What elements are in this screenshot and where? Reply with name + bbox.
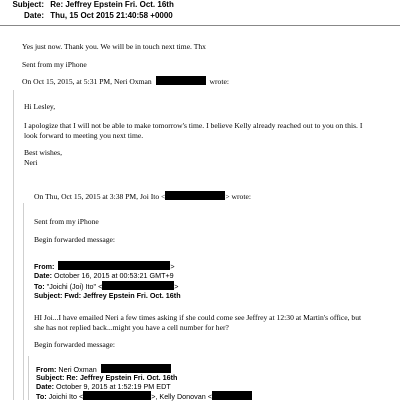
neri-name: Neri <box>24 158 38 167</box>
joi-signature: Sent from my iPhone <box>34 217 99 226</box>
fwd2-to-label: To: <box>36 392 47 401</box>
fwd2-from-label: From: <box>36 365 57 374</box>
redaction-bar <box>156 76 206 85</box>
neri-body-line1: I apologize that I will not be able to make tomorrow's time. I believe Kelly already reached out to you on this. I <box>24 121 363 130</box>
fwd2-date-value: October 9, 2015 at 1:52:19 PM EDT <box>55 382 171 391</box>
top-date-label: Date: <box>23 11 44 20</box>
quote-bar-level2 <box>23 203 24 400</box>
fwd1-to-suffix: > <box>174 282 179 291</box>
top-date-value: Thu, 15 Oct 2015 21:40:58 +0000 <box>50 11 173 20</box>
fwd2-to-middle: >, Kelly Donovan < <box>151 392 212 401</box>
fwd1-begin-forwarded: Begin forwarded message: <box>34 340 115 349</box>
top-subject-label: Subject: <box>12 0 44 9</box>
redaction-bar <box>58 261 170 270</box>
fwd2-date-label: Date: <box>36 382 54 391</box>
header-divider <box>0 25 400 26</box>
neri-closing: Best wishes, <box>24 148 62 157</box>
fwd1-body-line1: HI Joi...I have emailed Neri a few times asking if she could come see Jeffrey at 12:30 at Martin's office, but <box>34 313 362 322</box>
redaction-bar <box>102 281 174 290</box>
fwd2-from-value: Neri Oxman <box>58 365 97 374</box>
joi-begin-forwarded: Begin forwarded message: <box>34 235 115 244</box>
fwd1-subject-label: Subject: <box>34 291 63 300</box>
redaction-bar <box>212 391 252 400</box>
fwd1-body-line2: she has not replied back...might you have a cell number for her? <box>34 323 229 332</box>
fwd1-date-line <box>34 271 174 281</box>
fwd1-from-suffix: > <box>170 262 175 271</box>
fwd1-to-label: To: <box>34 282 45 291</box>
joi-quote-intro-prefix: On Thu, Oct 15, 2015 at 3:38 PM, Joi Ito < <box>34 192 166 201</box>
fwd2-to-line <box>36 391 252 402</box>
fwd1-subject-value: Fwd: Jeffrey Epstein Fri. Oct. 16th <box>64 291 181 300</box>
joi-quote-intro-suffix: > wrote: <box>225 192 251 201</box>
fwd1-date-label: Date: <box>34 271 52 280</box>
fwd1-date-value: October 16, 2015 at 00:53:21 GMT+9 <box>53 271 174 280</box>
fwd1-subject-line <box>34 291 181 301</box>
reply-line: Yes just now. Thank you. We will be in touch next time. Thx <box>22 42 206 51</box>
fwd2-subject-label: Subject: <box>36 373 65 382</box>
redaction-bar <box>165 191 225 200</box>
reply-quote-intro-prefix: On Oct 15, 2015, at 5:31 PM, Neri Oxman <box>22 77 152 86</box>
neri-greeting: Hi Lesley, <box>24 102 56 111</box>
fwd2-subject-value: Re: Jeffrey Epstein Fri. Oct. 16th <box>66 373 178 382</box>
reply-quote-intro <box>22 76 229 87</box>
reply-signature: Sent from my iPhone <box>22 60 87 69</box>
redaction-bar <box>101 364 171 373</box>
fwd1-to-prefix: "Joichi (Joi) Ito" < <box>46 282 103 291</box>
fwd1-from-label: From: <box>34 262 55 271</box>
fwd2-to-prefix: Joichi Ito < <box>48 392 84 401</box>
reply-quote-intro-suffix: wrote: <box>209 77 229 86</box>
quote-bar-level3 <box>28 356 29 400</box>
top-subject-line <box>4 0 174 10</box>
redaction-bar <box>83 391 151 400</box>
neri-body-line2: look forward to meeting you next time. <box>24 131 144 140</box>
quote-bar-level1 <box>13 90 14 400</box>
top-subject-value: Re: Jeffrey Epstein Fri. Oct. 16th <box>50 0 174 9</box>
top-date-line <box>4 11 173 21</box>
joi-quote-intro <box>34 191 251 202</box>
